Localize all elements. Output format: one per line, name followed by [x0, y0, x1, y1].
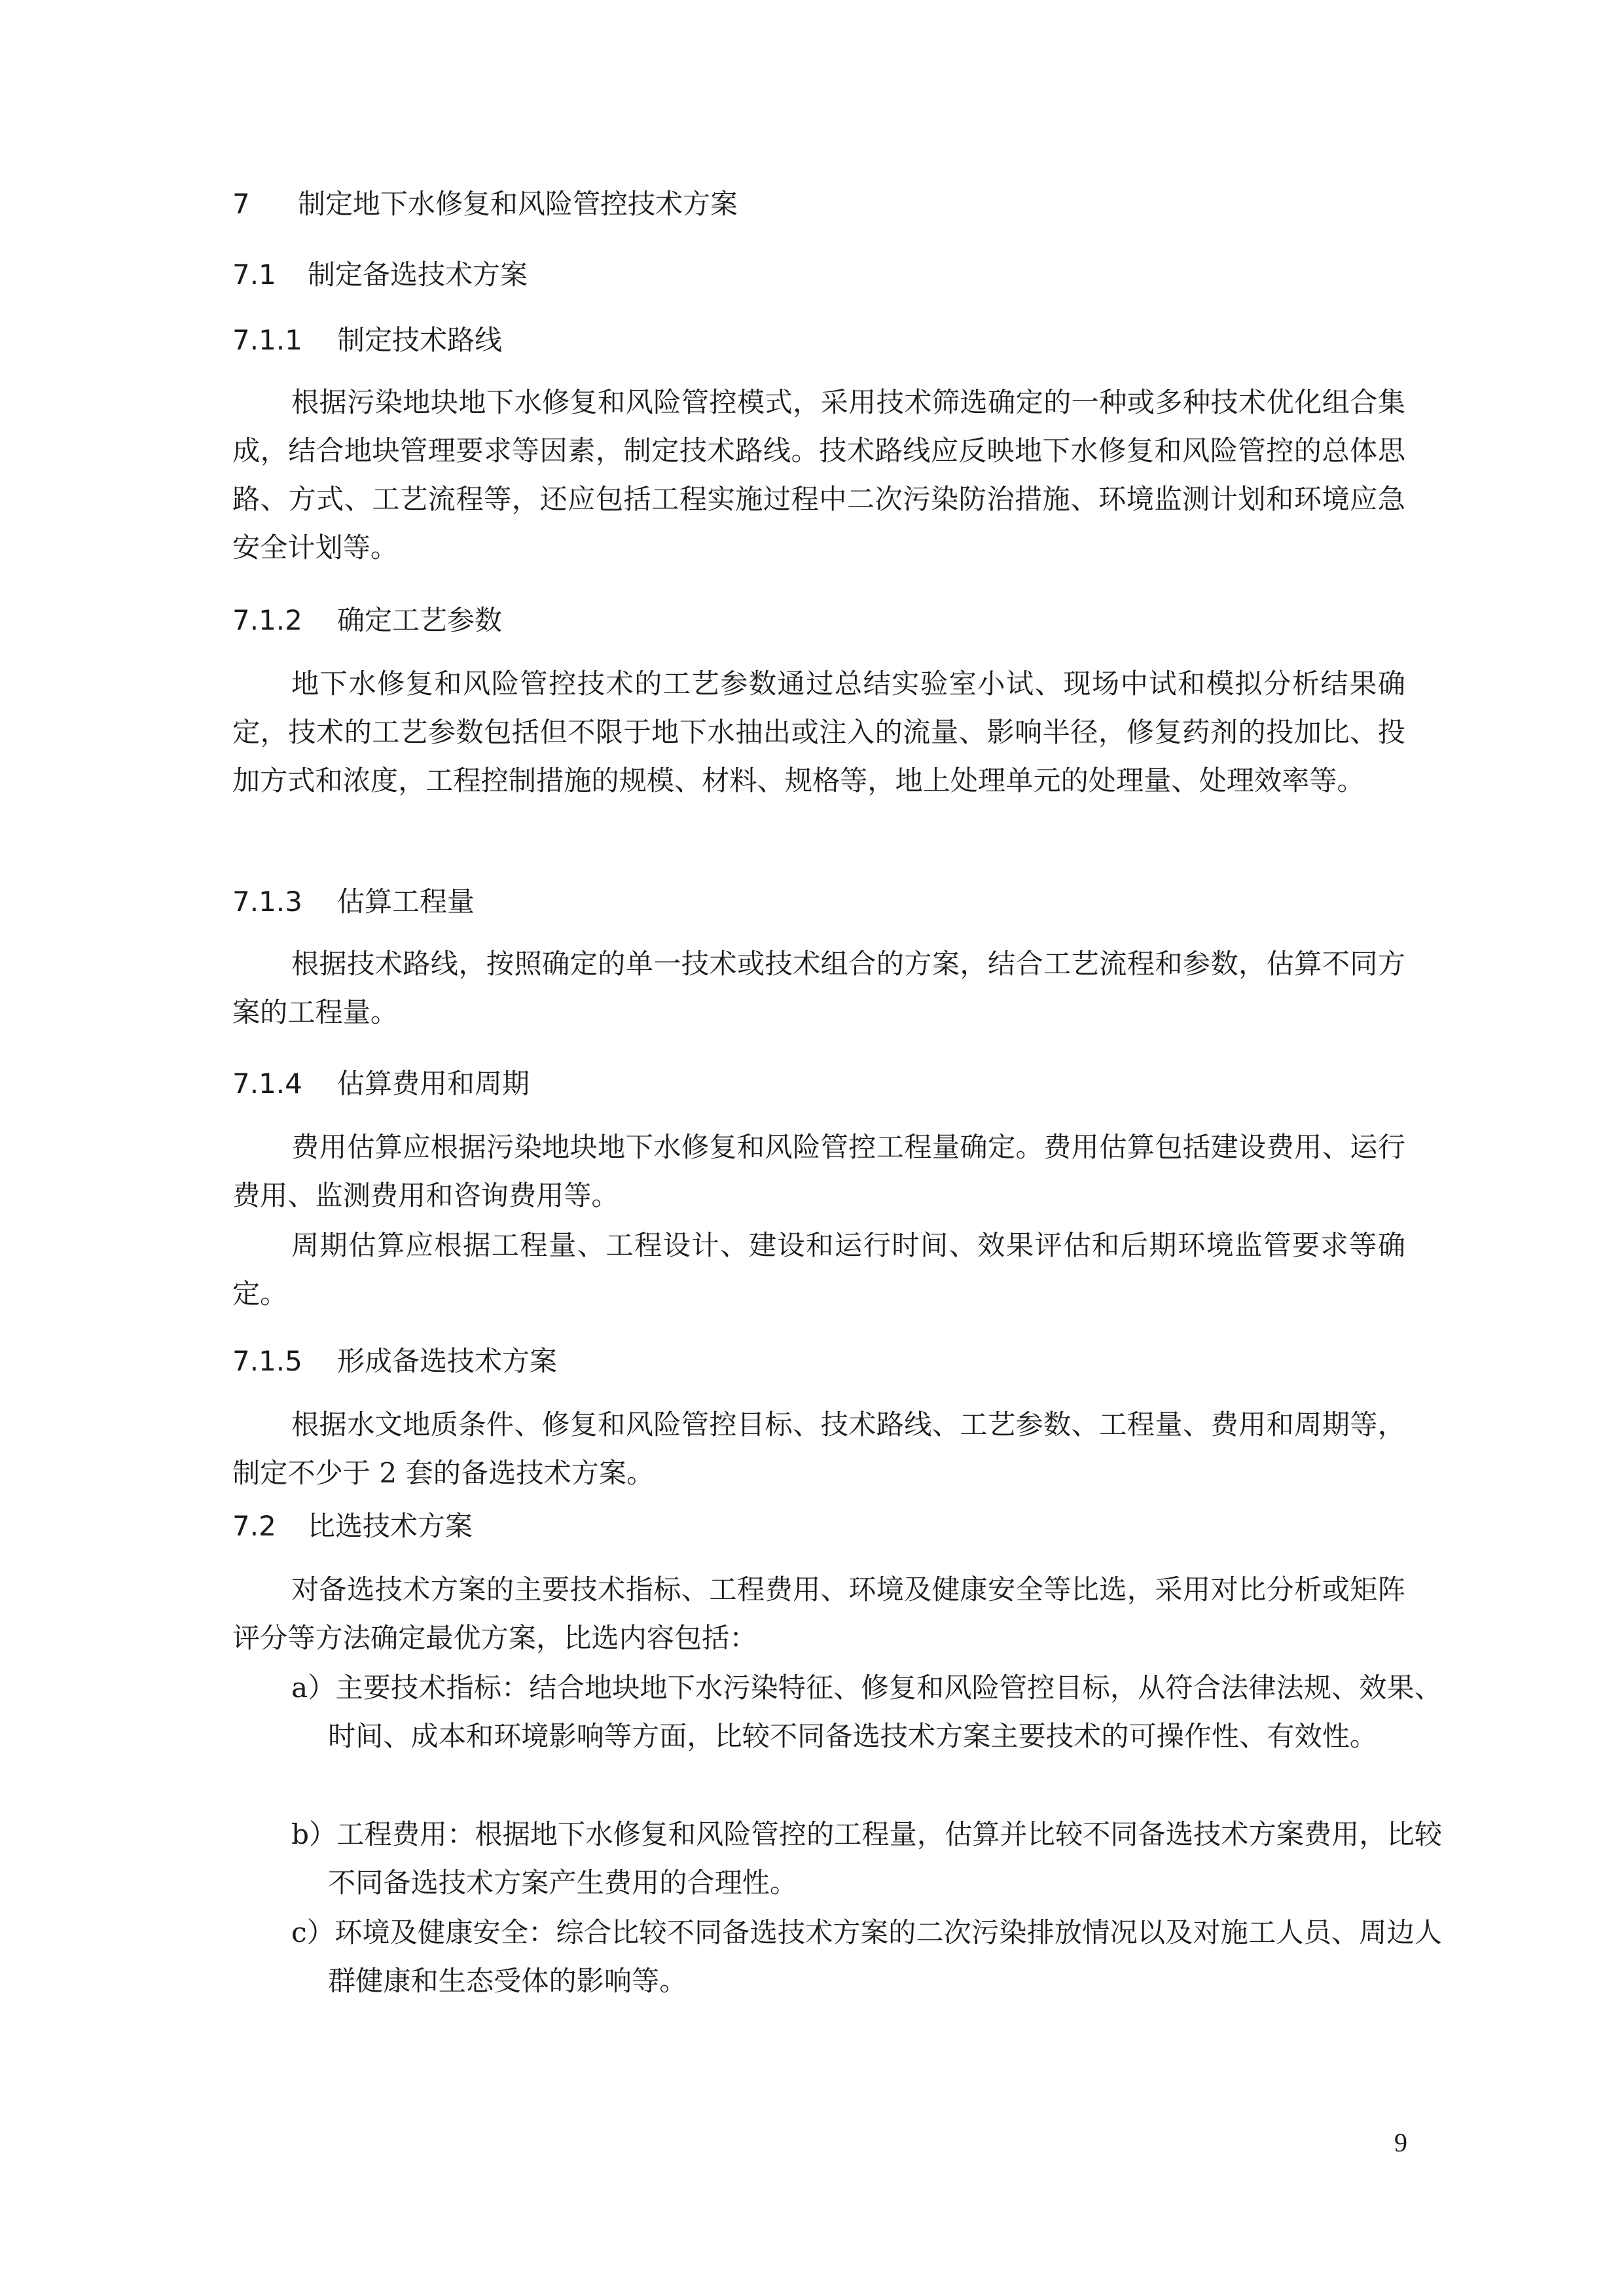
- paragraph-7-1-5: 根据水文地质条件、修复和风险管控目标、技术路线、工艺参数、工程量、费用和周期等，制定不少于 2 套的备选技术方案。: [232, 1408, 1405, 1489]
- heading-7-1-1: [232, 321, 502, 360]
- paragraph-7-1-2: 地下水修复和风险管控技术的工艺参数通过总结实验室小试、现场中试和模拟分析结果确定，技术的工艺参数包括但不限于地下水抽出或注入的流量、影响半径，修复药剂的投加比、投加方式和浓度，工程控制措施的规模、材料、规格等，地上处理单元的处理量、处理效率等。: [232, 668, 1405, 797]
- heading-7-1-2: [232, 601, 502, 640]
- heading-number: 7.1.1: [232, 324, 302, 356]
- heading-7-2: [232, 1507, 473, 1546]
- paragraph-7-1-4-b: 周期估算应根据工程量、工程设计、建设和运行时间、效果评估和后期环境监管要求等确定。: [232, 1229, 1405, 1310]
- heading-title: 比选技术方案: [308, 1510, 473, 1542]
- heading-7: [232, 185, 738, 224]
- heading-title: 确定工艺参数: [337, 604, 503, 636]
- heading-number: 7.1.3: [232, 886, 302, 918]
- list-item-a: a）主要技术指标：结合地块地下水污染特征、修复和风险管控目标，从符合法律法规、效果、时间、成本和环境影响等方面，比较不同备选技术方案主要技术的可操作性、有效性。: [291, 1672, 1442, 1752]
- heading-number: 7.1: [232, 259, 276, 291]
- paragraph-7-2: 对备选技术方案的主要技术指标、工程费用、环境及健康安全等比选，采用对比分析或矩阵评分等方法确定最优方案，比选内容包括：: [232, 1573, 1405, 1654]
- heading-7-1-5: [232, 1342, 557, 1381]
- paragraph-7-1-1: 根据污染地块地下水修复和风险管控模式，采用技术筛选确定的一种或多种技术优化组合集成，结合地块管理要求等因素，制定技术路线。技术路线应反映地下水修复和风险管控的总体思路、方式、工艺流程等，还应包括工程实施过程中二次污染防治措施、环境监测计划和环境应急安全计划等。: [232, 386, 1405, 564]
- list-item-b: b）工程费用：根据地下水修复和风险管控的工程量，估算并比较不同备选技术方案费用，比较不同备选技术方案产生费用的合理性。: [291, 1818, 1442, 1899]
- paragraph-7-1-4-a: 费用估算应根据污染地块地下水修复和风险管控工程量确定。费用估算包括建设费用、运行费用、监测费用和咨询费用等。: [232, 1131, 1405, 1211]
- list-item-c: c）环境及健康安全：综合比较不同备选技术方案的二次污染排放情况以及对施工人员、周边人群健康和生态受体的影响等。: [291, 1916, 1442, 1997]
- page-number: 9: [1394, 2128, 1407, 2157]
- paragraph-7-1-3: 根据技术路线，按照确定的单一技术或技术组合的方案，结合工艺流程和参数，估算不同方案的工程量。: [232, 948, 1405, 1028]
- heading-title: 制定地下水修复和风险管控技术方案: [298, 188, 738, 220]
- heading-7-1-4: [232, 1064, 530, 1103]
- heading-title: 估算工程量: [337, 886, 475, 918]
- heading-title: 制定技术路线: [337, 324, 503, 356]
- heading-number: 7.1.4: [232, 1067, 302, 1100]
- heading-title: 制定备选技术方案: [308, 259, 528, 291]
- heading-number: 7: [232, 188, 250, 220]
- heading-7-1: [232, 255, 528, 295]
- heading-number: 7.1.5: [232, 1345, 302, 1377]
- heading-number: 7.1.2: [232, 604, 302, 636]
- heading-number: 7.2: [232, 1510, 276, 1542]
- heading-7-1-3: [232, 882, 475, 922]
- heading-title: 估算费用和周期: [337, 1067, 530, 1100]
- heading-title: 形成备选技术方案: [337, 1345, 558, 1377]
